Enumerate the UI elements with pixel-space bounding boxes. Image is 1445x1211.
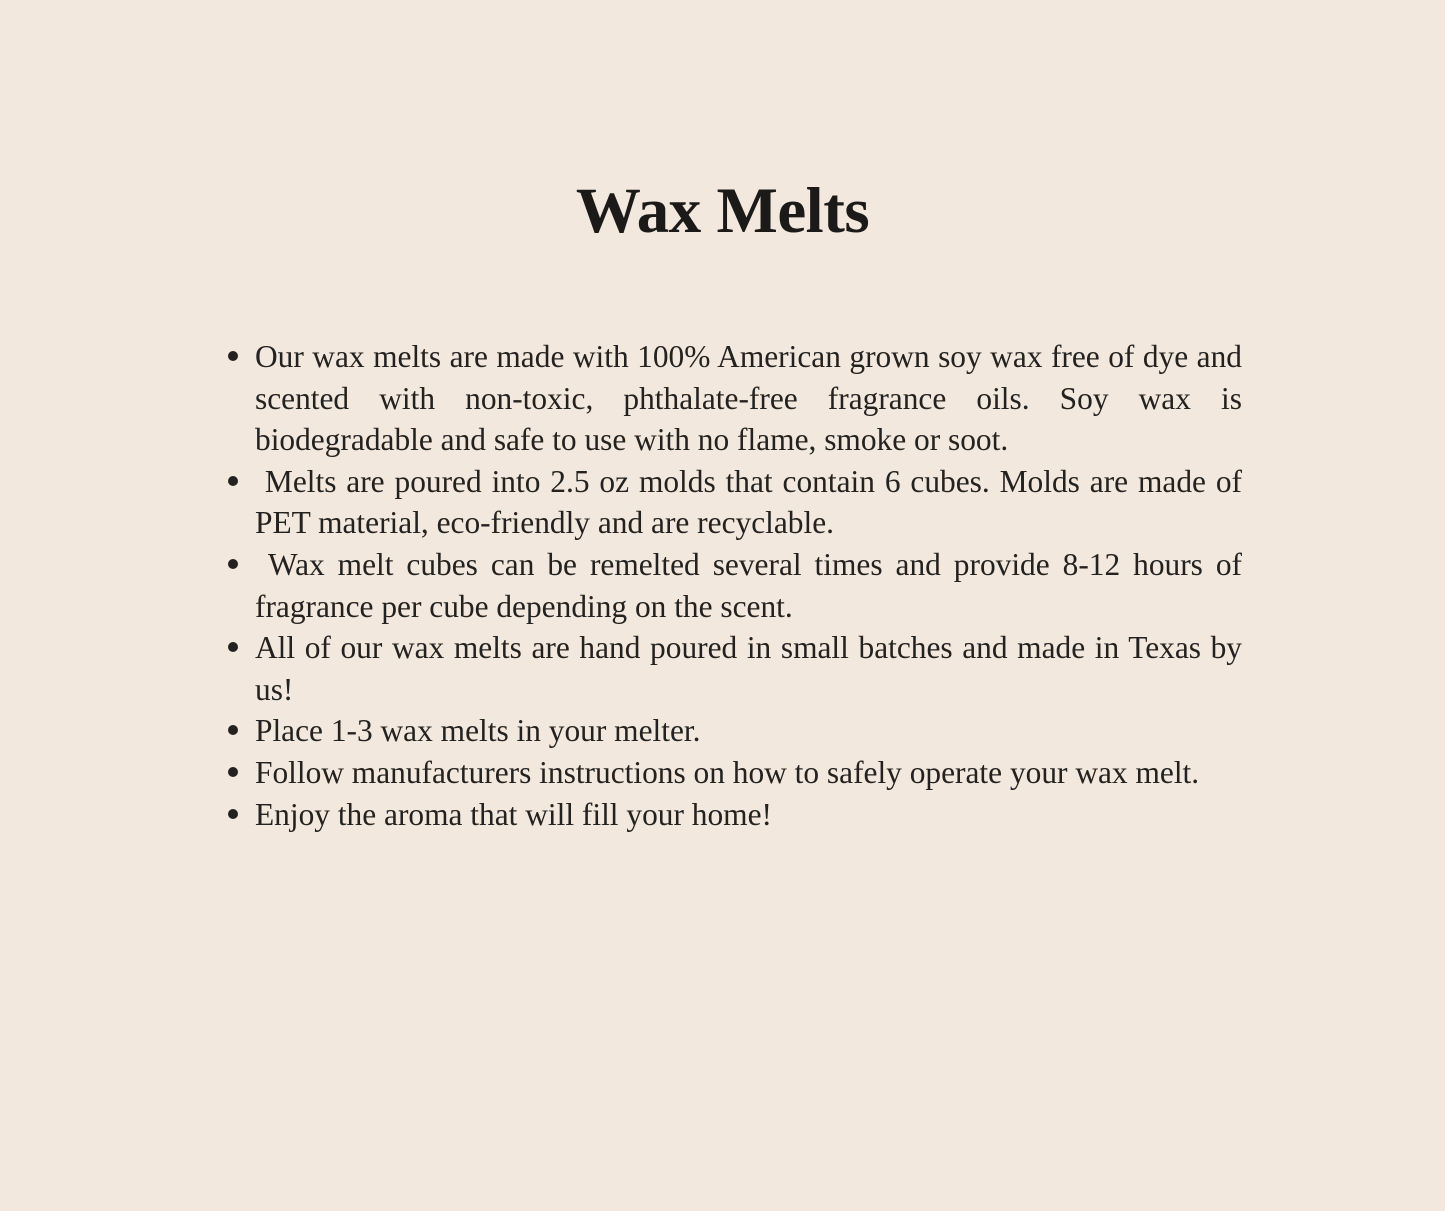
bullet-text: Follow manufacturers instructions on how to safely operate your wax melt. [255,754,1200,790]
bullet-icon [228,559,238,569]
bullet-icon [228,476,238,486]
bullet-text: Place 1-3 wax melts in your melter. [255,713,701,749]
bullet-text: Wax melt cubes can be remelted several times and provide 8-12 hours of fragrance per cube depending on the scent. [255,546,1250,624]
list-item [227,710,1242,752]
list-item [227,627,1250,710]
bullet-icon [228,767,238,777]
bullet-list [227,336,1250,835]
bullet-icon [228,351,238,361]
list-item [227,794,1242,836]
list-item [227,461,1250,544]
bullet-text: Melts are poured into 2.5 oz molds that contain 6 cubes. Molds are made of PET material, eco-friendly and are recyclable. [255,463,1250,541]
list-item [227,544,1250,627]
bullet-icon [228,642,238,652]
bullet-text: Enjoy the aroma that will fill your home! [255,796,772,832]
list-item [227,752,1242,794]
bullet-text: Our wax melts are made with 100% American grown soy wax free of dye and scented with non-toxic, phthalate-free fragrance oils. Soy wax is biodegradable and safe to use with no flame, smoke or soot. [255,339,1250,458]
bullet-text: All of our wax melts are hand poured in small batches and made in Texas by us! [255,630,1250,707]
bullet-icon [228,809,238,819]
bullet-icon [228,725,238,735]
page-title: Wax Melts [575,175,870,247]
list-item [227,336,1250,461]
